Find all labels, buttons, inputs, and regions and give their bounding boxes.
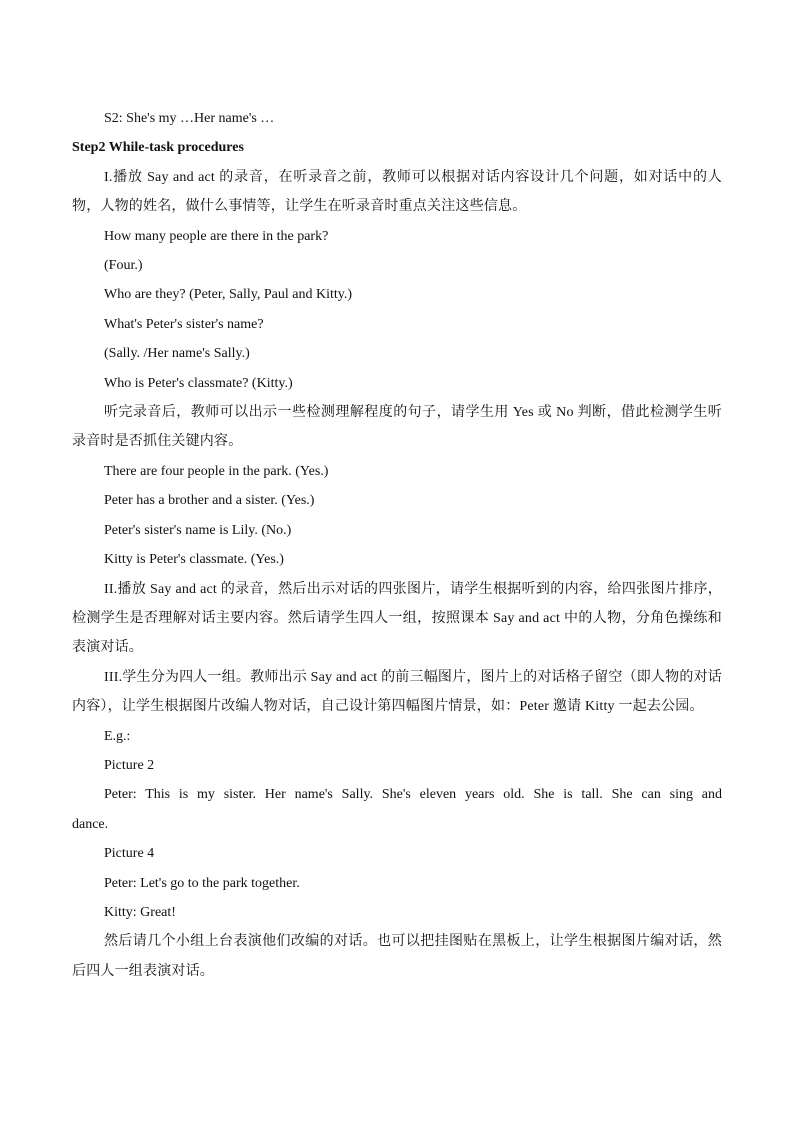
paragraph-performance: 然后请几个小组上台表演他们改编的对话。也可以把挂图贴在黑板上，让学生根据图片编对话，然后四人一组表演对话。 [72, 934, 722, 979]
document-body [72, 104, 722, 986]
true-false-line: Peter's sister's name is Lily. (No.) [104, 522, 292, 538]
paragraph-step-3: III.学生分为四人一组。教师出示 Say and act 的前三幅图片，图片上的对话格子留空（即人物的对话内容），让学生根据图片改编人物对话，自己设计第四幅图片情景，如：Peter 邀请 Kitty 一起去公园。 [72, 669, 722, 715]
picture-label: Picture 2 [104, 757, 155, 773]
question-line: Who is Peter's classmate? (Kitty.) [104, 375, 293, 391]
question-line: What's Peter's sister's name? [104, 316, 264, 332]
true-false-line: Kitty is Peter's classmate. (Yes.) [104, 552, 284, 568]
answer-line: (Four.) [104, 258, 143, 274]
dialogue-line-kitty: Kitty: Great! [104, 904, 176, 920]
section-heading-step2: Step2 While-task procedures [72, 140, 244, 156]
paragraph-check-understanding: 听完录音后，教师可以出示一些检测理解程度的句子，请学生用 Yes 或 No 判断，借此检测学生听录音时是否抓住关键内容。 [72, 405, 722, 450]
true-false-line: Peter has a brother and a sister. (Yes.) [104, 493, 315, 509]
picture-label: Picture 4 [104, 846, 155, 862]
dialogue-line-peter: Peter: Let's go to the park together. [104, 875, 300, 891]
dialogue-line-peter: Peter: This is my sister. Her name's Sally. She's eleven years old. She is tall. She can sing and dance. [72, 787, 722, 832]
true-false-line: There are four people in the park. (Yes.) [104, 463, 329, 479]
question-line: Who are they? (Peter, Sally, Paul and Kitty.) [104, 287, 352, 303]
paragraph-step-1: I.播放 Say and act 的录音，在听录音之前，教师可以根据对话内容设计几个问题，如对话中的人物，人物的姓名，做什么事情等，让学生在听录音时重点关注这些信息。 [72, 169, 722, 215]
question-line: How many people are there in the park? [104, 228, 329, 244]
answer-line: (Sally. /Her name's Sally.) [104, 346, 250, 362]
dialogue-line-s2: S2: She's my …Her name's … [104, 111, 275, 126]
example-label: E.g.: [104, 728, 131, 744]
paragraph-step-2: II.播放 Say and act 的录音，然后出示对话的四张图片，请学生根据听到的内容，给四张图片排序，检测学生是否理解对话主要内容。然后请学生四人一组，按照课本 Say and act 中的人物，分角色操练和表演对话。 [72, 581, 722, 656]
